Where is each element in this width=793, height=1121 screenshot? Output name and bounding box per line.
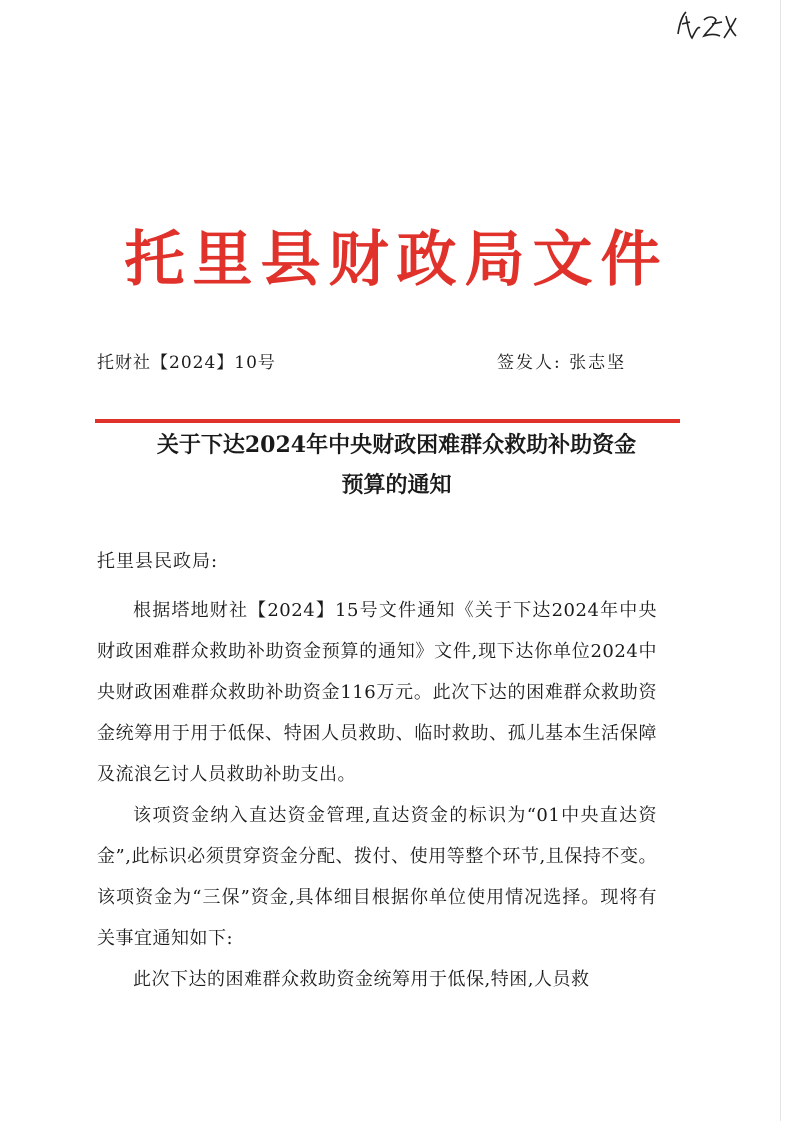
body-text: [97, 590, 657, 1000]
document-header-title: 托里县财政局文件: [124, 225, 669, 295]
body-paragraph-1: 根据塔地财社【2024】15号文件通知《关于下达2024年中央财政困难群众救助补助资金预算的通知》文件,现下达你单位2024中央财政困难群众救助补助资金116万元。此次下达的困难群众救助资金统筹用于用于低保、特困人员救助、临时救助、孤儿基本生活保障及流浪乞讨人员救助补助支出。: [97, 600, 657, 785]
red-divider-line: [95, 419, 680, 423]
document-title-line-1: 关于下达2024年中央财政困难群众救助补助资金: [156, 432, 637, 458]
scan-edge-line: [780, 0, 781, 1121]
handwritten-signature: [670, 6, 750, 46]
document-number: 托财社【2024】10号: [97, 353, 276, 373]
issuer-name: 张志坚: [569, 353, 627, 373]
issuer-label: 签发人:: [497, 353, 562, 373]
document-title-line-2: 预算的通知: [341, 472, 452, 498]
addressee: 托里县民政局:: [97, 551, 219, 572]
body-paragraph-2: 该项资金纳入直达资金管理,直达资金的标识为“01中央直达资金”,此标识必须贯穿资金分配、拨付、使用等整个环节,且保持不变。该项资金为“三保”资金,具体细目根据你单位使用情况选择。现将有关事宜通知如下:: [97, 805, 657, 949]
document-title: [70, 425, 723, 505]
body-paragraph-3: 此次下达的困难群众救助资金统筹用于低保,特困,人员救: [133, 969, 590, 990]
issuer-line: [497, 348, 626, 373]
